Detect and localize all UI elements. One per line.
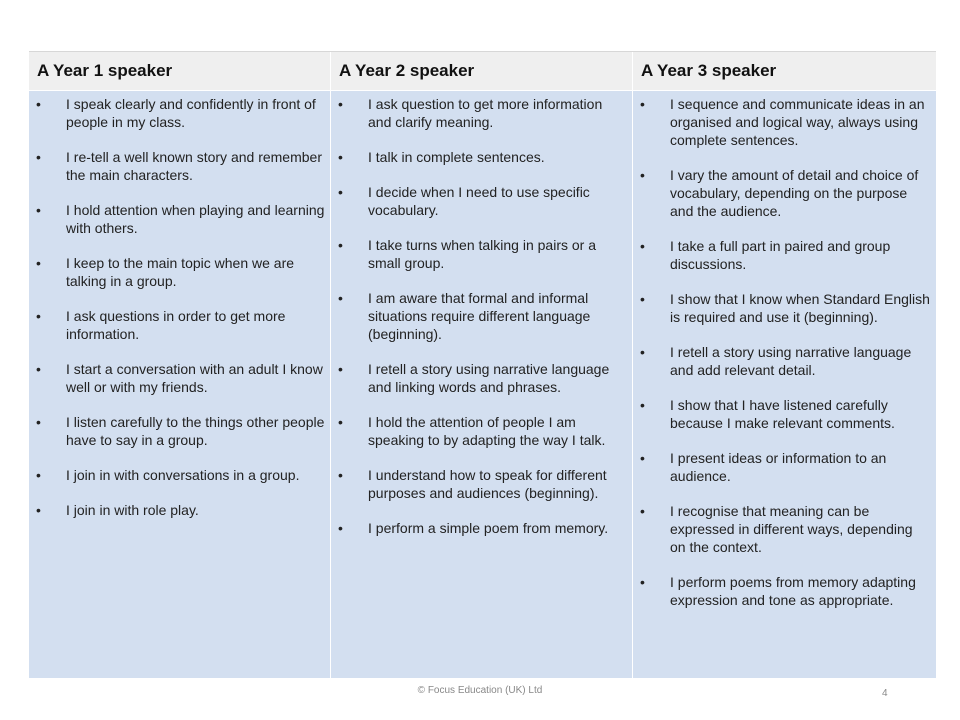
- list-item: • I perform a simple poem from memory.: [337, 519, 628, 537]
- list-item: • I speak clearly and confidently in front of people in my class.: [35, 95, 326, 131]
- speaker-table: [29, 51, 936, 678]
- list-item: • I recognise that meaning can be expressed in different ways, depending on the context.: [639, 502, 932, 556]
- page-number: 4: [882, 688, 888, 699]
- list-item: • I hold attention when playing and learning with others.: [35, 201, 326, 237]
- list-item: • I take a full part in paired and group discussions.: [639, 237, 932, 273]
- year-3-list: [639, 95, 932, 609]
- header-year-3: A Year 3 speaker: [641, 61, 777, 80]
- table-header-row: [29, 51, 936, 91]
- list-item: • I listen carefully to the things other people have to say in a group.: [35, 413, 326, 449]
- header-year-2: A Year 2 speaker: [331, 52, 633, 90]
- column-year-2: [331, 91, 633, 678]
- list-item: • I start a conversation with an adult I know well or with my friends.: [35, 360, 326, 396]
- list-item: • I keep to the main topic when we are talking in a group.: [35, 254, 326, 290]
- header-year-1: A Year 1 speaker: [29, 52, 331, 90]
- list-item: • I decide when I need to use specific vocabulary.: [337, 183, 628, 219]
- list-item: • I perform poems from memory adapting expression and tone as appropriate.: [639, 573, 932, 609]
- list-item: • I ask questions in order to get more information.: [35, 307, 326, 343]
- table-body-row: [29, 91, 936, 678]
- list-item: • I join in with conversations in a group.: [35, 466, 326, 484]
- list-item: • I ask question to get more information and clarify meaning.: [337, 95, 628, 131]
- column-year-3: [633, 91, 936, 678]
- year-2-list: [337, 95, 628, 537]
- list-item: • I show that I know when Standard English is required and use it (beginning).: [639, 290, 932, 326]
- list-item: • I present ideas or information to an audience.: [639, 449, 932, 485]
- column-year-1: [29, 91, 331, 678]
- footer-copyright: © Focus Education (UK) Ltd: [417, 685, 543, 696]
- list-item: • I show that I have listened carefully because I make relevant comments.: [639, 396, 932, 432]
- list-item: • I understand how to speak for different purposes and audiences (beginning).: [337, 466, 628, 502]
- list-item: • I join in with role play.: [35, 501, 326, 519]
- year-1-list: [35, 95, 326, 519]
- list-item: • I take turns when talking in pairs or a small group.: [337, 236, 628, 272]
- list-item: • I vary the amount of detail and choice of vocabulary, depending on the purpose and the audience.: [639, 166, 932, 220]
- list-item: • I re-tell a well known story and remember the main characters.: [35, 148, 326, 184]
- list-item: • I retell a story using narrative language and linking words and phrases.: [337, 360, 628, 396]
- list-item: • I am aware that formal and informal situations require different language (beginning).: [337, 289, 628, 343]
- list-item: • I talk in complete sentences.: [337, 148, 628, 166]
- list-item: • I sequence and communicate ideas in an organised and logical way, always using complete sentences.: [639, 95, 932, 149]
- list-item: • I hold the attention of people I am speaking to by adapting the way I talk.: [337, 413, 628, 449]
- list-item: • I retell a story using narrative language and add relevant detail.: [639, 343, 932, 379]
